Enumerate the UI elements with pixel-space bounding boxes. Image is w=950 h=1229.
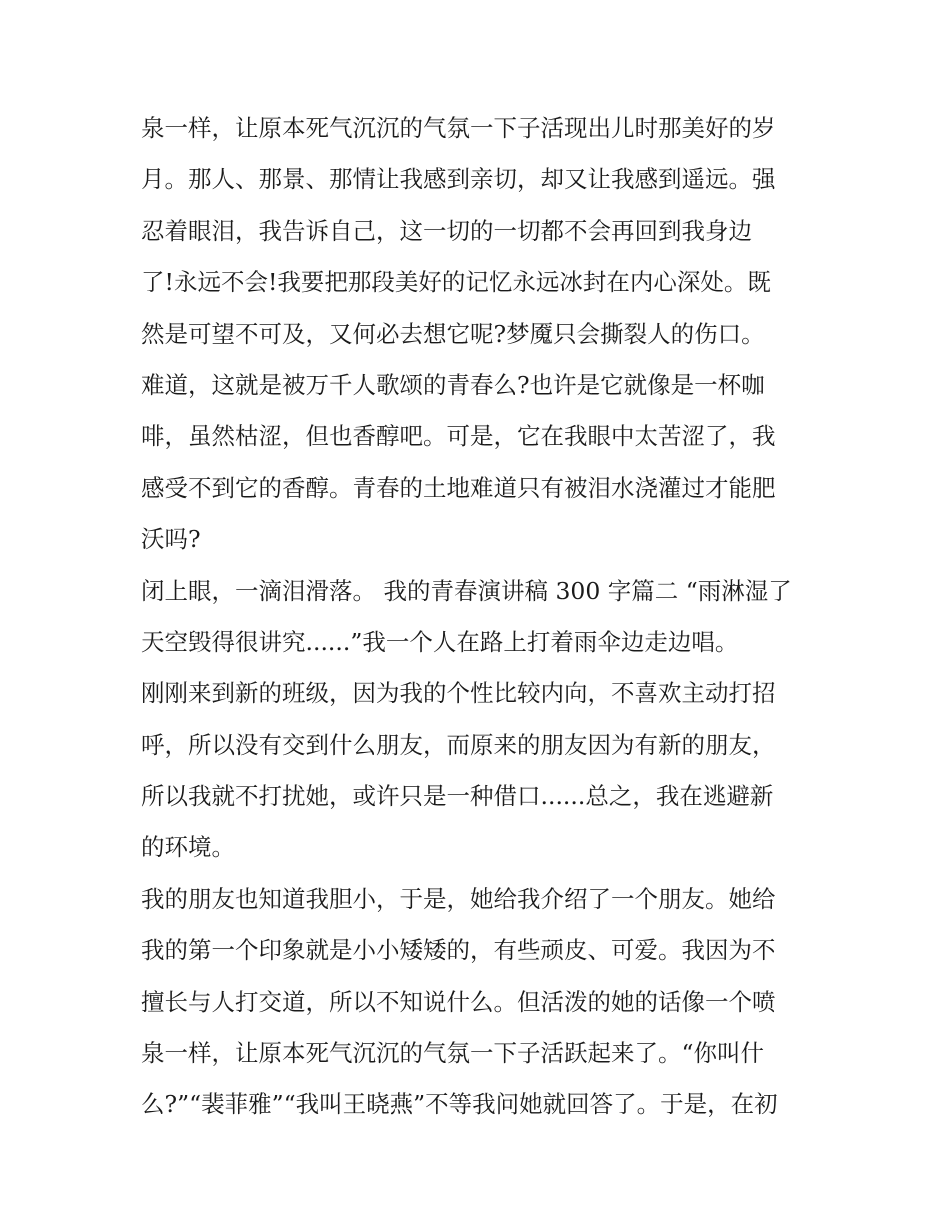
body-text (141, 103, 821, 1131)
text-line: 的环境。 (141, 833, 235, 862)
text-line: 我的第一个印象就是小小矮矮的，有些顽皮、可爱。我因为不 (141, 936, 776, 965)
text-line: 啡，虽然枯涩，但也香醇吧。可是，它在我眼中太苦涩了，我 (141, 422, 776, 451)
text-line: 刚刚来到新的班级，因为我的个性比较内向，不喜欢主动打招 (141, 679, 776, 708)
text-line: 泉一样，让原本死气沉沉的气氛一下子活现出儿时那美好的岁 (141, 114, 776, 142)
text-line: 忍着眼泪，我告诉自己，这一切的一切都不会再回到我身边 (141, 216, 752, 245)
text-line: 我的朋友也知道我胆小，于是，她给我介绍了一个朋友。她给 (141, 884, 776, 913)
text-line: 然是可望不可及，又何必去想它呢?梦魇只会撕裂人的伤口。 (141, 319, 765, 348)
text-line: 擅长与人打交道，所以不知说什么。但活泼的她的话像一个喷 (141, 987, 776, 1016)
text-line: 所以我就不打扰她，或许只是一种借口......总之，我在逃避新 (141, 782, 774, 811)
text-line: 泉一样，让原本死气沉沉的气氛一下子活跃起来了。“你叫什 (141, 1039, 765, 1068)
text-line: 闭上眼，一滴泪滑落。 我的青春演讲稿 300 字篇二 “雨淋湿了 (141, 576, 792, 605)
text-line: 沃吗? (141, 525, 201, 554)
text-line: 呼，所以没有交到什么朋友，而原来的朋友因为有新的朋友， (141, 730, 776, 759)
text-line: 难道，这就是被万千人歌颂的青春么?也许是它就像是一杯咖 (141, 370, 765, 399)
text-line: 天空毁得很讲究......”我一个人在路上打着雨伞边走边唱。 (141, 627, 739, 656)
text-line: 了!永远不会!我要把那段美好的记忆永远冰封在内心深处。既 (141, 268, 771, 297)
text-line: 感受不到它的香醇。青春的土地难道只有被泪水浇灌过才能肥 (141, 473, 776, 502)
text-line: 月。那人、那景、那情让我感到亲切，却又让我感到遥远。强 (141, 165, 776, 194)
text-line: 么?”“裴菲雅”“我叫王晓燕”不等我问她就回答了。于是，在初 (141, 1090, 778, 1119)
